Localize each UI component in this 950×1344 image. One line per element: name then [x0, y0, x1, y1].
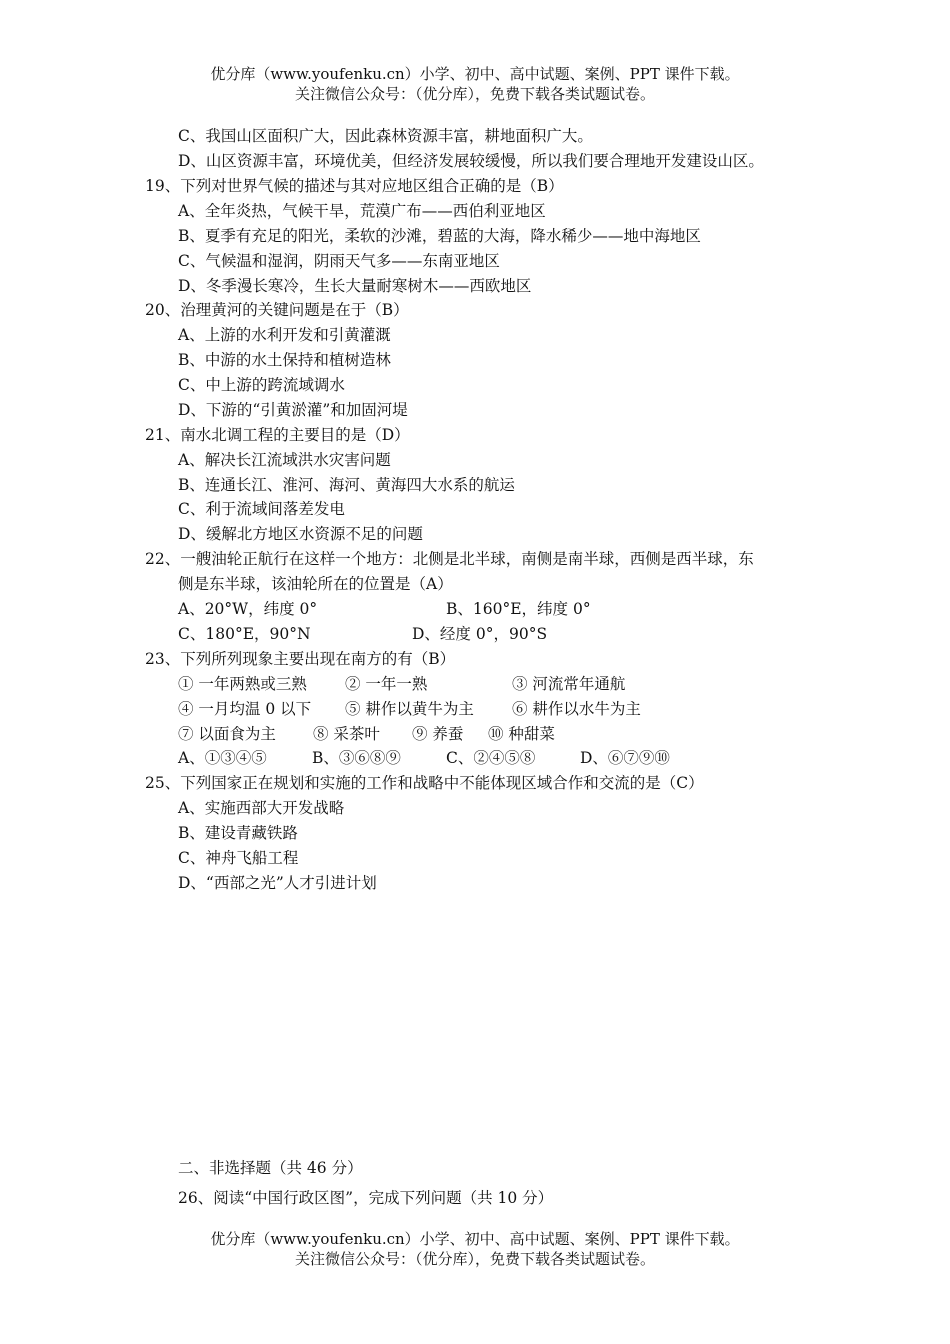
q20-option-c: C、中上游的跨流域调水 — [178, 376, 345, 394]
q22-option-a: A、20°W，纬度 0° — [178, 600, 318, 618]
q20-stem: 20、治理黄河的关键问题是在于（B） — [145, 301, 409, 319]
q20-option-a: A、上游的水利开发和引黄灌溉 — [178, 326, 391, 344]
q23-item-8: ⑧ 采茶叶 — [313, 725, 380, 743]
q25-option-c: C、神舟飞船工程 — [178, 849, 299, 867]
q23-item-1: ① 一年两熟或三熟 — [178, 675, 307, 693]
q21-option-a: A、解决长江流域洪水灾害问题 — [178, 451, 391, 469]
q19-stem: 19、下列对世界气候的描述与其对应地区组合正确的是（B） — [145, 177, 564, 195]
q19-option-d: D、冬季漫长寒冷，生长大量耐寒树木——西欧地区 — [178, 277, 532, 295]
q22-stem-line-1: 22、一艘油轮正航行在这样一个地方：北侧是北半球，南侧是南半球，西侧是西半球，东 — [145, 550, 754, 568]
q23-option-b: B、③⑥⑧⑨ — [312, 749, 401, 767]
q23-item-9: ⑨ 养蚕 — [412, 725, 464, 743]
q21-option-b: B、连通长江、淮河、海河、黄海四大水系的航运 — [178, 476, 515, 494]
q25-option-b: B、建设青藏铁路 — [178, 824, 298, 842]
q23-item-10: ⑩ 种甜菜 — [488, 725, 555, 743]
page-header — [0, 64, 950, 104]
q23-item-4: ④ 一月均温 0 以下 — [178, 700, 312, 718]
q22-option-d: D、经度 0°，90°S — [412, 625, 548, 643]
q19-option-b: B、夏季有充足的阳光，柔软的沙滩，碧蓝的大海，降水稀少——地中海地区 — [178, 227, 701, 245]
q23-item-7: ⑦ 以面食为主 — [178, 725, 276, 743]
q26-stem: 26、阅读“中国行政区图”，完成下列问题（共 10 分） — [178, 1189, 554, 1207]
q21-option-d: D、缓解北方地区水资源不足的问题 — [178, 525, 423, 543]
q22-option-c: C、180°E，90°N — [178, 625, 311, 643]
q23-item-2: ② 一年一熟 — [345, 675, 428, 693]
q23-item-5: ⑤ 耕作以黄牛为主 — [345, 700, 474, 718]
q22-option-b: B、160°E，纬度 0° — [446, 600, 591, 618]
q18-option-d: D、山区资源丰富，环境优美，但经济发展较缓慢，所以我们要合理地开发建设山区。 — [178, 152, 764, 170]
q21-option-c: C、利于流域间落差发电 — [178, 500, 345, 518]
q18-option-c: C、我国山区面积广大，因此森林资源丰富，耕地面积广大。 — [178, 127, 593, 145]
q20-option-d: D、下游的“引黄淤灌”和加固河堤 — [178, 401, 408, 419]
footer-line-1: 优分库（www.youfenku.cn）小学、初中、高中试题、案例、PPT 课件下载。 — [210, 1230, 740, 1248]
q25-stem: 25、下列国家正在规划和实施的工作和战略中不能体现区域合作和交流的是（C） — [145, 774, 704, 792]
footer-line-2: 关注微信公众号：（优分库），免费下载各类试题试卷。 — [294, 1250, 655, 1268]
q19-option-a: A、全年炎热，气候干旱，荒漠广布——西伯利亚地区 — [178, 202, 546, 220]
q20-option-b: B、中游的水土保持和植树造林 — [178, 351, 391, 369]
q25-option-a: A、实施西部大开发战略 — [178, 799, 345, 817]
q23-option-a: A、①③④⑤ — [178, 749, 267, 767]
q23-item-3: ③ 河流常年通航 — [512, 675, 626, 693]
q23-option-c: C、②④⑤⑧ — [446, 749, 536, 767]
section-2-title: 二、非选择题（共 46 分） — [178, 1159, 363, 1177]
q23-option-d: D、⑥⑦⑨⑩ — [580, 749, 670, 767]
page-footer — [0, 1229, 950, 1269]
q25-option-d: D、“西部之光”人才引进计划 — [178, 874, 377, 892]
q19-option-c: C、气候温和湿润，阴雨天气多——东南亚地区 — [178, 252, 500, 270]
q22-stem-line-2: 侧是东半球，该油轮所在的位置是（A） — [178, 575, 453, 593]
header-line-2: 关注微信公众号：（优分库），免费下载各类试题试卷。 — [294, 85, 655, 103]
header-line-1: 优分库（www.youfenku.cn）小学、初中、高中试题、案例、PPT 课件下载。 — [210, 65, 740, 83]
q21-stem: 21、南水北调工程的主要目的是（D） — [145, 426, 410, 444]
q23-item-6: ⑥ 耕作以水牛为主 — [512, 700, 641, 718]
q23-stem: 23、下列所列现象主要出现在南方的有（B） — [145, 650, 456, 668]
